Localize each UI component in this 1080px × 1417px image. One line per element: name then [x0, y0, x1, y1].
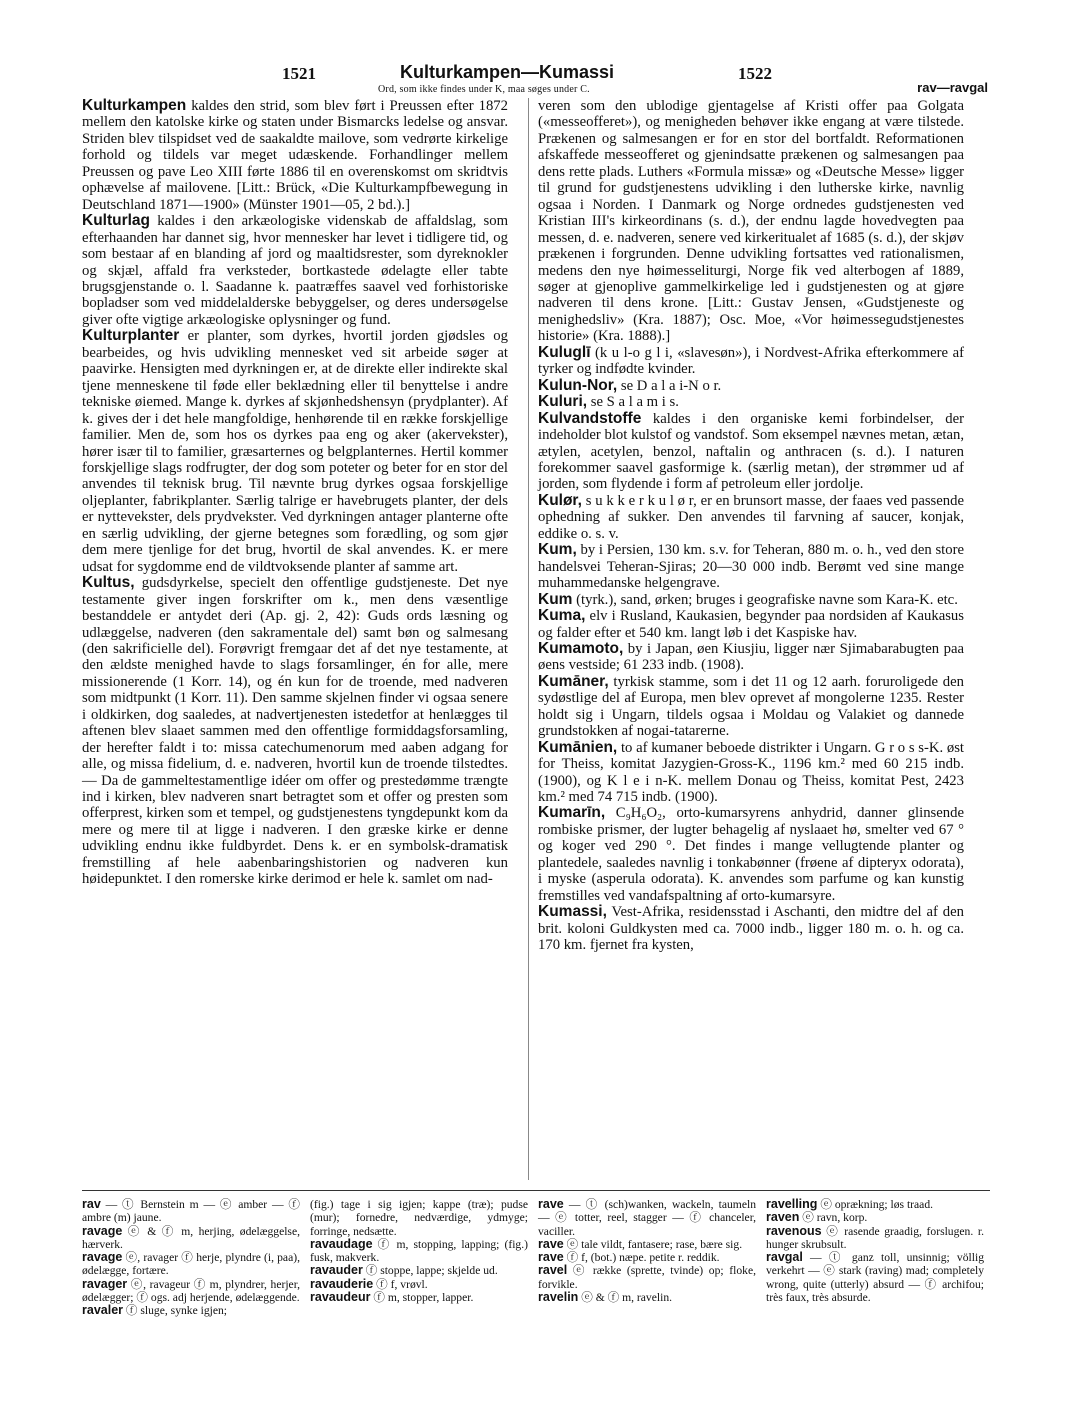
entry-text: — ⓣ (sch)wanken, wackeln, taumeln — ⓔ totter, reel, stagger — ⓕ chanceler, vaciller.	[538, 1198, 756, 1238]
entry	[538, 740, 964, 806]
entry-text: ⓔ, ravageur ⓕ m, plyndrer, herjer, ødelægger; ⓕ ogs. adj herjende, ødelæggende.	[82, 1277, 300, 1305]
entry-headword: ravgal	[766, 1250, 803, 1265]
entry	[538, 1238, 756, 1251]
entry	[538, 1264, 756, 1291]
entry-text: ⓔ række (sprette, tvinde) op; floke, forvikle.	[538, 1264, 756, 1291]
entry	[538, 542, 964, 591]
entry	[538, 378, 964, 394]
page-subtitle: Ord, som ikke findes under K, maa søges under C.	[378, 84, 590, 95]
entry-headword: Kulturkampen	[82, 97, 187, 114]
entry-text: ⓕ stoppe, lappe; skjelde ud.	[362, 1264, 498, 1278]
entry-text: se S a l a m i s.	[587, 394, 679, 411]
entry-text: by i Persien, 130 km. s.v. for Teheran, 880 m. o. h., ved den store handelsvei Teheran-Sjiras; 20—30 000 indb. Berømt ved sine mange muhammedanske helgengrave.	[538, 542, 964, 592]
entry-text: elv i Rusland, Kaukasien, begynder paa nordsiden af Kaukasus og falder efter et 540 km. langt løb i det Kaspiske hav.	[538, 608, 964, 641]
entry-text: — ⓣ Bernstein m — ⓔ amber — ⓕ ambre (m) jaune.	[82, 1198, 300, 1225]
entry	[538, 805, 964, 904]
entry-headword: ravenous	[766, 1223, 822, 1238]
entry-text: ⓕ m, stopper, lapper.	[370, 1291, 474, 1305]
entry	[82, 98, 508, 213]
entry	[538, 1291, 756, 1304]
entry-headword: rave	[538, 1236, 564, 1251]
entry-headword: ravager	[82, 1276, 128, 1291]
entry	[82, 1304, 300, 1317]
entry-headword: Kum	[538, 590, 573, 608]
entry	[310, 1198, 528, 1238]
entry-text: veren som den ublodige gjentagelse af Kristi offer paa Golgata («messeofferet»), og menigheden behøver ikke engang at være tilstede. Prækenen og salmesangen er for en stor del bortfaldt. Reformationen afskaffede messeofferet og gjenindsatte prækenen og salmesangen paa dens rette plads. Luthers «Formula missæ» og «Deutsche Messe» ligger til grund for gudstjenestens udvikling i den lutherske kirke, navnlig ogsaa i Norden. I Danmark og Norge ordnedes gudstjenesten ved Kristian III's kirkeordinans (s. d.), der endnu lagde hovedvegten paa messen, d. e. nadveren, senere ved kirkeritualet af 1685 (s. d.), der skjøv prækenen i forgrunden. Denne udvikling fortsattes ved rationalismen, medens den nye høimesseliturgi, Norge fik ved alterbogen af 1889, søger at gjenoplive gammelkirkelige led i gudstjenesten og at gjøre nadveren til dens krone. [Litt.: Gustav Jensen, «Gudstjeneste og menighedsliv» (Kra. 1887); Osc. Moe, «Vor høimessegudstjenestes historie» (Kra. 1888).]	[538, 98, 964, 345]
entry-headword: Kulvandstoffe	[538, 409, 642, 427]
entry-text: — ⓣ ganz toll, unsinnig; völlig verkehrt — ⓔ stark (raving) mad; completely wrong, quite (utterly) absurd — ⓕ archifou; très faux, très absurde.	[766, 1251, 984, 1305]
page-number-left: 1521	[282, 64, 316, 83]
entry	[538, 1198, 756, 1238]
entry-text: ⓔ rasende graadig, forslugen. r. hunger skrubsult.	[766, 1224, 984, 1251]
entry	[310, 1278, 528, 1291]
entry-headword: Kumarīn,	[538, 804, 606, 822]
entry-text: ⓔ, ravager ⓕ herje, plyndre (i, paa), ødelægge, fortære.	[82, 1251, 300, 1278]
entry-headword: ravelling	[766, 1197, 818, 1211]
dictionary-footer-column-4	[766, 1198, 984, 1304]
entry-text: (fig.) tage i sig igjen; kappe (træ); pudse (mur); fornedre, nedværdige, ydmyge; forringe, nedsætte.	[310, 1198, 528, 1238]
dictionary-footer-column-2	[310, 1198, 528, 1304]
entry-headword: Kumamoto,	[538, 639, 624, 657]
entry-headword: rave	[538, 1250, 564, 1265]
entry	[538, 641, 964, 674]
entry	[538, 674, 964, 740]
entry-text: ⓕ f, (bot.) næpe. petite r. reddik.	[563, 1251, 720, 1265]
entry-headword: rave	[538, 1197, 564, 1211]
entry-headword: raven	[766, 1210, 800, 1225]
entry-headword: ravel	[538, 1263, 568, 1278]
entry-headword: Kultus,	[82, 574, 135, 592]
entry-text: to af kumaner beboede distrikter i Ungarn. G r o s s-K. øst for Theiss, komitat Jazygien-Gross-K., 1196 km.² med 60 215 indb. (1900), og K l e i n-K. mellem Donau og Theiss, komitat Pest, 2423 km.² med 74 715 indb. (1900).	[538, 739, 964, 806]
entry	[538, 98, 964, 345]
entry-text: by i Japan, øen Kiusjiu, ligger nær Sjimabarabugten paa øens vestside; 61 233 indb. (1908).	[538, 640, 964, 674]
left-text-column	[82, 98, 508, 888]
entry-headword: ravaudeur	[310, 1290, 371, 1305]
entry	[310, 1264, 528, 1277]
entry-headword: Kuma,	[538, 607, 586, 625]
dictionary-range: rav—ravgal	[917, 80, 988, 95]
entry-headword: Kulturlag	[82, 212, 151, 230]
entry-text: kaldes i den arkæologiske videnskab de affaldslag, som efterhaanden har dannet sig, hvor mennesker har levet i tidligere tid, og som bestaar af en blanding af jord og maaltidsrester, som dyreknokler og skjæl, affald fra verksteder, bortkastede ødelagte eller tabte brugsgjenstande o. l. Saadanne k. paatræffes saavel ved forhistoriske bopladser som ved middelalderske bebyggelser, og deres undersøgelse giver ofte vigtige arkæologiske oplysninger og fund.	[82, 213, 508, 328]
right-text-column	[538, 98, 964, 954]
entry-text: (k u l-o g l i, «slavesøn»), i Nordvest-Afrika efterkommere af tyrker og indfødte kvinder.	[538, 344, 964, 378]
page-title: Kulturkampen—Kumassi	[400, 62, 615, 82]
entry	[82, 575, 508, 888]
entry	[310, 1238, 528, 1265]
entry-text: er planter, som dyrkes, hvortil jorden gjødsles og bearbeides, og hvis udvikling mennesket ved sit arbeide søger at paavirke. Hensigten med dyrkningen er, at de direkte eller indirekte skal tjene menneskene til føde eller beklædning eller til benyttelse i andre tekniske øiemed. Mange k. dyrkes af skjønhedshensyn (prydplanter). Af k. gives der i det hele mangfoldige, henhørende til en række forskjellige familier. Men de, som hos os dyrkes paa eng og aker (akervekster), hører især til to familier, græsarternes og belgplanternes. Hertil kommer forskjellige slags rodfrugter, der dog som poteter og beter for en stor del anvendes til teknisk brug. Til nævnte brug dyrkes ogsaa forskjellige oljeplanter, fabrikplanter. Særlig talrige er havebrugets planter, der dels er nyttevekster, dels prydvekster. Ved dyrkningen antager planterne ofte en særlig udvikling, der gjerne betegnes som forædling, og som gjør dem mere tjenlige for det brug, hvortil de skal anvendes. K. er mere udsat for sygdomme end de vildtvoksende planter af samme art.	[82, 328, 508, 575]
entry	[538, 904, 964, 953]
entry-text: ⓕ sluge, synke igjen;	[123, 1304, 228, 1318]
entry-text: ⓔ ravn, korp.	[799, 1211, 868, 1225]
entry-text: (tyrk.), sand, ørken; bruges i geografiske navne som Kara-K. etc.	[572, 591, 958, 608]
entry-headword: Kum,	[538, 541, 577, 559]
entry-headword: Kumassi,	[538, 903, 607, 921]
entry-text: s u k k e r k u l ø r, er en brunsort masse, der faaes ved passende ophedning af sukker. Den anvendes til farvning af saucer, konjak, eddike o. s. v.	[538, 492, 964, 542]
entry	[82, 1278, 300, 1305]
entry-text: ⓔ & ⓕ m, herjing, ødelæggelse, hærverk.	[82, 1224, 300, 1251]
entry	[538, 493, 964, 542]
entry-headword: rav	[82, 1197, 101, 1211]
entry-text: ⓔ tale vildt, fantasere; rase, bære sig.	[563, 1237, 743, 1251]
entry	[538, 1251, 756, 1264]
entry	[766, 1225, 984, 1252]
entry	[82, 1225, 300, 1252]
column-divider	[528, 98, 529, 1180]
entry-headword: ravauderie	[310, 1276, 374, 1291]
entry	[538, 592, 964, 608]
entry	[82, 1251, 300, 1278]
entry	[82, 1198, 300, 1225]
entry	[538, 411, 964, 493]
entry	[310, 1291, 528, 1304]
entry-text: C₉H₆O₂, orto-kumarsyrens anhydrid, danner glinsende rombiske prismer, der lugter behagelig af nyslaaet hø, smelter ved 67 ° og koger ved 290 °. Det findes i mange vellugtende planter og plantedele, saaledes navnlig i tonkabønner (frøene af dipteryx odorata), i myske (asperula odorata). K. anvendes som parfume og kan kunstig fremstilles ved vandafspaltning af orto-kumarsyre.	[538, 805, 964, 904]
entry	[766, 1251, 984, 1304]
entry-headword: Kulturplanter	[82, 327, 180, 345]
entry-text: Vest-Afrika, residensstad i Aschanti, den midtre del af den brit. koloni Guldkysten med ca. 7000 indb., ligger 180 m. o. h. og ca. 170 km. fjernet fra kysten,	[538, 904, 964, 954]
entry-text: tyrkisk stamme, som i det 11 og 12 aarh. foruroligede den sydøstlige del af Europa, men blev oprevet af mongolerne 1235. Rester holdt sig i Ungarn, tildels ogsaa i Moldau og Valakiet og dannede grundstokken af nogai-tatarerne.	[538, 673, 964, 740]
entry	[538, 394, 964, 410]
entry-text: ⓕ f, vrøvl.	[373, 1277, 428, 1291]
entry	[766, 1211, 984, 1224]
entry-headword: ravaudage	[310, 1236, 373, 1251]
entry-text: kaldes i den organiske kemi forbindelser, der indeholder blot kulstof og vandstof. Som eksempel nævnes metan, ætan, ætylen, acetylen, benzol, naftalin og anthracen (s. d.). I naturen forekommer saavel gasformige k. (særlig metan), der strømmer ud af jorden, som flydende i form af petroleum eller jordolje.	[538, 410, 964, 493]
entry	[82, 213, 508, 328]
entry-text: gudsdyrkelse, specielt den offentlige gudstjeneste. Det nye testamente giver ingen forskrifter om k., men dens væsentlige bestanddele er antydet deri (Ap. gj. 2, 42): Guds ords læsning og udlæggelse, nadveren (den sakramentale del) samt bøn og salmesang (den sakrificielle del). Forøvrigt fremgaar det af det nye testamente, at den ældste menighed havde to slags forsamlinger, én for alle, mere missionerende (1 Korr. 14), og én kun for de troende, med nadveren som midtpunkt (1 Korr. 11). Den samme skjelnen finder vi ogsaa senere i oldkirken, dog saaledes, at nadvertjenesten istedetfor at henlægges til aftenen blev slaaet sammen med den offentlige formiddagsforsamling, der herefter faldt i to: missa catechumenorum med aaben adgang for alle, og missa fidelium, d. e. nadveren, hvortil kun de troende tilstedtes. — Da de gammeltestamentlige idéer om offer og prestedømme trængte ind i kirken, blev nadveren snart betragtet som et offer og presten som offerprest, kirken som et tempel, og gudstjenestens tyngdepunkt kom da mere og mere til at ligge i nadveren. I den græske kirke er denne udvikling endnu ikke fuldbyrdet. Dens k. er en symbolsk-dramatisk fremstilling af hele aabenbaringshistorien og nadveren kun høidepunktet. I den romerske kirke derimod er hele k. samlet om nad-	[82, 575, 508, 888]
entry-headword: Kulun-Nor,	[538, 376, 618, 394]
entry-text: ⓔ oprækning; løs traad.	[817, 1198, 934, 1211]
entry-headword: ravage	[82, 1250, 123, 1265]
dictionary-footer-column-1	[82, 1198, 300, 1318]
entry-text: ⓕ m, stopping, lapping; (fig.) fusk, makverk.	[310, 1237, 528, 1265]
page-number-right: 1522	[738, 64, 772, 83]
entry	[82, 328, 508, 575]
entry-headword: Kumānien,	[538, 738, 618, 756]
entry-headword: ravage	[82, 1223, 123, 1238]
entry	[538, 345, 964, 378]
entry-headword: ravelin	[538, 1290, 579, 1305]
entry-text: ⓔ & ⓕ m, ravelin.	[578, 1291, 673, 1305]
entry-headword: Kuluri,	[538, 393, 588, 411]
entry-headword: Kuluglī	[538, 343, 591, 361]
entry-headword: ravauder	[310, 1263, 363, 1278]
entry-text: se D a l a i-N o r.	[617, 377, 722, 394]
entry	[538, 608, 964, 641]
entry-headword: ravaler	[82, 1303, 124, 1318]
entry-text: kaldes den strid, som blev ført i Preussen efter 1872 mellem den katolske kirke og staten under Bismarcks ledelse og ansvar. Striden blev tilspidset ved de saakaldte mailove, som vedrørte kirkelige forhold og tildels var meget udæskende. Forhandlinger mellem Preussen og pave Leo XIII førte 1886 til en overenskomst om skridtvis ophævelse af mailovene. [Litt.: Brück, «Die Kulturkampfbewegung in Deutschland 1871—1900» (Münster 1901—05, 2 bd.).]	[82, 98, 508, 213]
page-header	[0, 0, 1080, 100]
entry-headword: Kulør,	[538, 491, 582, 509]
dictionary-footer-column-3	[538, 1198, 756, 1304]
entry-headword: Kumāner,	[538, 672, 609, 690]
footer-divider	[82, 1190, 990, 1191]
entry	[766, 1198, 984, 1211]
